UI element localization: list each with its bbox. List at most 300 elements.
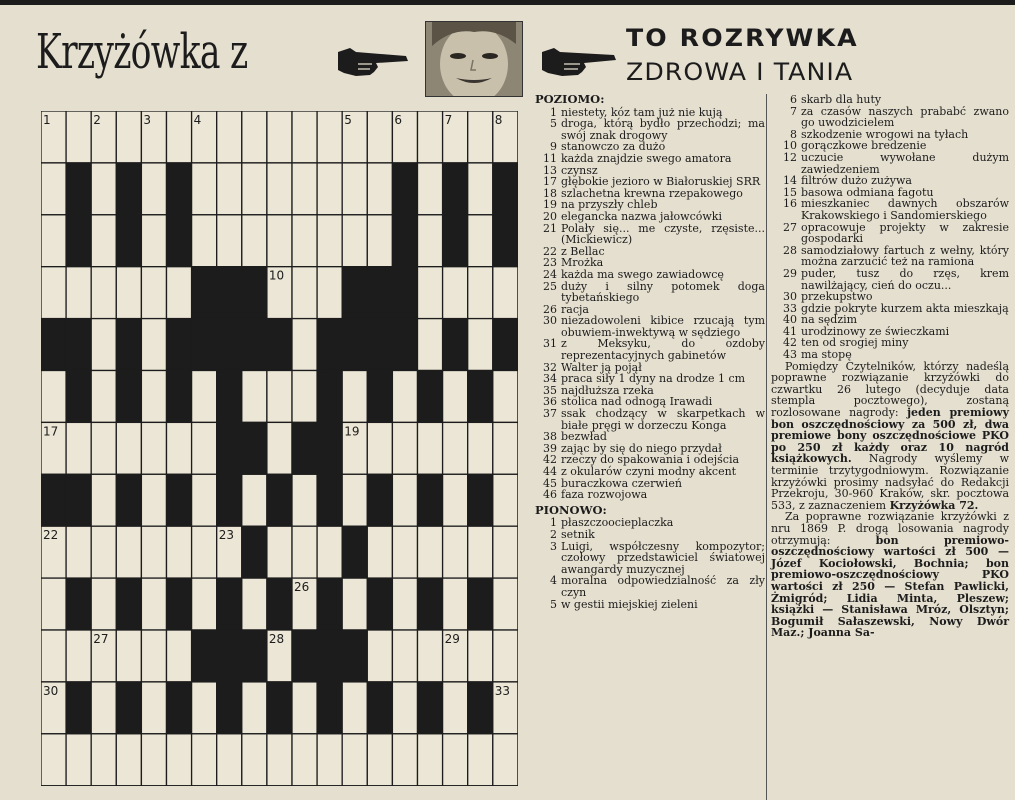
clue-text: opracowuje projekty w zakresie gospodarki [801, 220, 1009, 246]
cell-number: 7 [444, 113, 453, 127]
clue-text: buraczkowa czerwień [561, 476, 682, 490]
grid-cell[interactable] [141, 630, 166, 682]
clue-number: 5 [550, 597, 557, 611]
grid-cell[interactable] [443, 682, 468, 734]
grid-cell[interactable] [468, 163, 493, 215]
grid-cell[interactable] [217, 734, 242, 786]
clue-text: duży i silny potomek doga tybetańskiego [561, 279, 765, 305]
grid-block [116, 371, 141, 423]
clue-item [771, 106, 1009, 129]
clue-number: 22 [543, 244, 557, 258]
clue-number: 42 [543, 453, 557, 467]
grid-cell[interactable] [418, 267, 443, 319]
clue-number: 34 [543, 372, 557, 386]
grid-cell[interactable] [267, 215, 292, 267]
grid-block [116, 163, 141, 215]
clue-item [771, 291, 1009, 303]
clue-number: 25 [543, 279, 557, 293]
clue-number: 13 [543, 163, 557, 177]
cell-number: 23 [218, 528, 234, 543]
cell-number: 28 [268, 632, 285, 646]
grid-cell[interactable] [468, 422, 493, 474]
grid-block [317, 319, 342, 371]
grid-block [66, 682, 91, 734]
grid-cell[interactable] [192, 682, 217, 734]
grid-cell[interactable] [392, 630, 417, 682]
clue-number: 4 [550, 574, 557, 588]
clue-item [531, 281, 765, 304]
clue-item [771, 198, 1009, 221]
grid-block [242, 267, 267, 319]
grid-block [468, 682, 493, 734]
grid-cell[interactable] [116, 526, 141, 578]
grid-cell[interactable] [141, 267, 166, 319]
clue-text: niestety, kóz tam już nie kują [561, 105, 723, 119]
clue-number: 3 [550, 539, 557, 553]
grid-cell[interactable] [392, 371, 417, 423]
grid-cell[interactable] [91, 474, 116, 526]
clue-text: uczucie wywołane dużym zawiedzeniem [801, 150, 1009, 176]
grid-cell[interactable] [367, 163, 392, 215]
grid-cell[interactable] [141, 422, 166, 474]
grid-cell[interactable] [493, 526, 518, 578]
grid-cell[interactable] [418, 630, 443, 682]
grid-cell[interactable] [192, 474, 217, 526]
grid-cell[interactable] [91, 682, 116, 734]
grid-block [66, 163, 91, 215]
grid-block [217, 319, 242, 371]
grid-cell[interactable] [41, 371, 66, 423]
grid-cell[interactable] [66, 630, 91, 682]
grid-cell[interactable] [242, 474, 267, 526]
grid-cell[interactable] [292, 215, 317, 267]
clue-item [531, 489, 765, 501]
grid-cell[interactable] [292, 526, 317, 578]
grid-cell[interactable] [443, 422, 468, 474]
grid-block [292, 422, 317, 474]
grid-cell[interactable] [242, 163, 267, 215]
grid-cell[interactable] [141, 734, 166, 786]
grid-cell[interactable] [342, 578, 367, 630]
grid-cell[interactable] [141, 163, 166, 215]
grid-cell[interactable] [41, 578, 66, 630]
grid-cell[interactable] [217, 163, 242, 215]
grid-cell[interactable] [192, 734, 217, 786]
grid-block [167, 371, 192, 423]
grid-cell[interactable] [468, 215, 493, 267]
clue-item [771, 175, 1009, 187]
cell-number: 24 [344, 528, 360, 543]
grid-block [66, 474, 91, 526]
grid-cell[interactable] [267, 371, 292, 423]
grid-cell[interactable] [267, 111, 292, 163]
grid-block [66, 215, 91, 267]
grid-cell[interactable] [392, 474, 417, 526]
clue-number: 12 [783, 150, 797, 164]
grid-cell[interactable] [242, 111, 267, 163]
grid-cell[interactable] [167, 111, 192, 163]
clue-number: 16 [783, 197, 797, 211]
grid-cell[interactable] [91, 319, 116, 371]
grid-cell[interactable] [91, 526, 116, 578]
cell-number: 29 [444, 632, 460, 646]
grid-cell[interactable] [91, 422, 116, 474]
grid-cell[interactable] [292, 474, 317, 526]
grid-cell[interactable] [468, 111, 493, 163]
grid-cell[interactable] [91, 215, 116, 267]
clue-number: 11 [543, 151, 557, 165]
grid-cell[interactable] [392, 734, 417, 786]
grid-cell[interactable] [242, 215, 267, 267]
clue-number: 23 [543, 256, 557, 270]
grid-cell[interactable] [41, 734, 66, 786]
clue-item [531, 211, 765, 223]
grid-cell[interactable] [292, 371, 317, 423]
grid-cell[interactable] [292, 267, 317, 319]
grid-cell[interactable] [91, 163, 116, 215]
cell-number: 33 [494, 683, 511, 698]
clue-number: 46 [543, 488, 557, 502]
grid-cell[interactable] [116, 111, 141, 163]
portrait-photo [425, 21, 523, 97]
grid-cell[interactable] [41, 163, 66, 215]
clue-text: na przyszły chleb [561, 198, 658, 212]
clue-number: 27 [783, 220, 797, 234]
grid-cell[interactable] [242, 371, 267, 423]
clue-number: 1 [550, 516, 557, 530]
grid-cell[interactable] [217, 215, 242, 267]
grid-cell[interactable] [418, 526, 443, 578]
clue-item [531, 466, 765, 478]
grid-cell[interactable] [41, 630, 66, 682]
clue-number: 41 [783, 324, 797, 338]
grid-cell[interactable] [167, 526, 192, 578]
clue-number: 20 [543, 209, 557, 223]
headline-line-2: ZDROWA I TANIA [626, 58, 854, 86]
grid-cell[interactable] [116, 630, 141, 682]
grid-cell[interactable] [317, 526, 342, 578]
cell-number: 17 [43, 424, 59, 439]
page-title: Krzyżówka z [36, 24, 248, 80]
grid-cell[interactable] [443, 578, 468, 630]
grid-block [242, 319, 267, 371]
clue-number: 6 [790, 93, 797, 106]
clue-number: 32 [543, 360, 557, 374]
grid-cell[interactable] [141, 578, 166, 630]
grid-cell[interactable] [443, 267, 468, 319]
grid-cell[interactable] [443, 734, 468, 786]
clue-text: ten od srogiej miny [801, 336, 909, 350]
grid-cell[interactable] [267, 734, 292, 786]
clue-number: 37 [543, 407, 557, 421]
clue-item [531, 599, 765, 611]
clue-number: 43 [783, 348, 797, 362]
grid-cell[interactable] [317, 267, 342, 319]
grid-cell[interactable] [468, 319, 493, 371]
grid-block [267, 319, 292, 371]
clue-item [771, 222, 1009, 245]
grid-cell[interactable] [167, 422, 192, 474]
clue-item [531, 223, 765, 246]
clue-text: na sędzim [801, 313, 858, 327]
grid-cell[interactable] [141, 319, 166, 371]
grid-cell[interactable] [342, 371, 367, 423]
grid-block [418, 371, 443, 423]
grid-cell[interactable] [41, 267, 66, 319]
grid-cell[interactable] [342, 163, 367, 215]
grid-block [217, 578, 242, 630]
clue-text: z Bellac [561, 244, 605, 258]
grid-cell[interactable] [91, 371, 116, 423]
grid-cell[interactable] [342, 734, 367, 786]
grid-cell[interactable] [66, 526, 91, 578]
grid-block [167, 578, 192, 630]
clue-text: najdłuższa rzeka [561, 383, 654, 397]
grid-cell[interactable] [317, 163, 342, 215]
grid-block [167, 682, 192, 734]
grid-block [292, 630, 317, 682]
grid-cell[interactable] [468, 526, 493, 578]
grid-cell[interactable] [418, 319, 443, 371]
grid-cell[interactable] [192, 422, 217, 474]
clue-number: 18 [543, 186, 557, 200]
grid-cell[interactable] [392, 526, 417, 578]
grid-cell[interactable] [66, 734, 91, 786]
grid-cell[interactable] [217, 111, 242, 163]
clue-text: gdzie pokryte kurzem akta mieszkają [801, 301, 1009, 315]
grid-block [342, 630, 367, 682]
cell-number: 5 [344, 113, 352, 127]
grid-cell[interactable] [267, 163, 292, 215]
clues-column-1 [531, 94, 765, 610]
grid-cell[interactable] [141, 526, 166, 578]
crossword-grid [41, 111, 518, 786]
clue-number: 28 [783, 243, 797, 257]
cell-number: 27 [93, 632, 109, 646]
grid-cell[interactable] [493, 734, 518, 786]
grid-block [267, 474, 292, 526]
grid-cell[interactable] [167, 630, 192, 682]
clue-item [771, 94, 1009, 106]
clue-number: 29 [783, 266, 797, 280]
grid-cell[interactable] [468, 734, 493, 786]
grid-block [66, 371, 91, 423]
clue-text: moralna odpowiedzialność za zły czyn [561, 574, 765, 599]
column-divider [766, 94, 767, 800]
grid-block [392, 215, 417, 267]
grid-cell[interactable] [292, 111, 317, 163]
grid-cell[interactable] [367, 215, 392, 267]
clue-number: 42 [783, 336, 797, 350]
cell-number: 30 [43, 683, 59, 698]
cell-number: 10 [268, 268, 285, 283]
grid-cell[interactable] [41, 215, 66, 267]
clue-text: bezwład [561, 430, 607, 444]
grid-cell[interactable] [66, 111, 91, 163]
clue-text: z okularów czyni modny akcent [561, 465, 737, 478]
grid-cell[interactable] [292, 319, 317, 371]
grid-block [242, 630, 267, 682]
clue-number: 33 [783, 301, 797, 315]
grid-cell[interactable] [242, 578, 267, 630]
grid-cell[interactable] [116, 422, 141, 474]
grid-block [317, 682, 342, 734]
grid-cell[interactable] [192, 371, 217, 423]
grid-block [367, 578, 392, 630]
grid-cell[interactable] [267, 422, 292, 474]
grid-cell[interactable] [141, 474, 166, 526]
cell-number: 32 [369, 683, 385, 698]
grid-block [493, 215, 518, 267]
grid-cell[interactable] [493, 630, 518, 682]
grid-cell[interactable] [292, 682, 317, 734]
grid-cell[interactable] [493, 267, 518, 319]
grid-cell[interactable] [392, 422, 417, 474]
grid-cell[interactable] [317, 734, 342, 786]
grid-block [66, 578, 91, 630]
clue-text: puder, tusz do rzęs, krem nawilżający, cień do oczu... [801, 266, 1009, 292]
grid-cell[interactable] [192, 163, 217, 215]
clue-text: stolica nad odnogą Irawadi [561, 395, 713, 409]
grid-block [66, 319, 91, 371]
clue-text: szlachetna krewna rzepakowego [561, 186, 743, 200]
grid-cell[interactable] [468, 630, 493, 682]
grid-cell[interactable] [493, 422, 518, 474]
clue-number: 10 [783, 139, 797, 153]
clue-number: 17 [543, 175, 557, 189]
grid-cell[interactable] [91, 578, 116, 630]
grid-cell[interactable] [242, 682, 267, 734]
grid-cell[interactable] [292, 163, 317, 215]
grid-cell[interactable] [167, 267, 192, 319]
clue-text: faza rozwojowa [561, 488, 648, 502]
cell-number: 14 [369, 320, 385, 335]
clue-item [531, 269, 765, 281]
clue-text: gorączkowe bredzenie [801, 139, 927, 153]
grid-cell[interactable] [493, 371, 518, 423]
clue-number: 26 [543, 302, 557, 316]
grid-block [167, 215, 192, 267]
grid-cell[interactable] [91, 734, 116, 786]
clue-text: głębokie jezioro w Białoruskiej SRR [561, 175, 761, 189]
grid-cell[interactable] [392, 578, 417, 630]
grid-block [468, 578, 493, 630]
top-rule [0, 0, 1015, 5]
grid-block [167, 163, 192, 215]
clue-text: Polały się... me czyste, rzęsiste... (Mickiewicz) [561, 221, 765, 247]
grid-block [392, 319, 417, 371]
cell-number: 1 [43, 113, 51, 127]
grid-cell[interactable] [66, 267, 91, 319]
grid-block [443, 319, 468, 371]
grid-block [41, 474, 66, 526]
grid-cell[interactable] [192, 215, 217, 267]
clue-text: samodziałowy fartuch z wełny, który można zarzucić też na ramiona [801, 243, 1009, 269]
grid-cell[interactable] [267, 526, 292, 578]
grid-block [443, 163, 468, 215]
clue-item [531, 176, 765, 188]
grid-cell[interactable] [116, 267, 141, 319]
grid-cell[interactable] [192, 578, 217, 630]
cell-number: 3 [143, 113, 152, 127]
grid-cell[interactable] [192, 526, 217, 578]
grid-block [242, 422, 267, 474]
grid-cell[interactable] [418, 163, 443, 215]
grid-cell[interactable] [367, 111, 392, 163]
grid-cell[interactable] [141, 682, 166, 734]
clue-number: 14 [783, 174, 797, 188]
grid-cell[interactable] [443, 474, 468, 526]
pointing-hand-icon [336, 42, 412, 82]
across-clue-list [531, 107, 765, 501]
clue-text: racja [561, 302, 589, 316]
clue-text: w gestii miejskiej zieleni [561, 597, 698, 611]
grid-cell[interactable] [418, 215, 443, 267]
grid-cell[interactable] [317, 111, 342, 163]
grid-cell[interactable] [418, 422, 443, 474]
clue-item [771, 152, 1009, 175]
grid-cell[interactable] [342, 682, 367, 734]
grid-cell[interactable] [418, 734, 443, 786]
grid-cell[interactable] [443, 526, 468, 578]
grid-block [267, 578, 292, 630]
clues-column-2 [771, 94, 1009, 639]
clue-text: Luigi, współczesny kompozytor; czołowy przedstawiciel światowej awangardy muzycznej [561, 539, 765, 576]
grid-cell[interactable] [367, 734, 392, 786]
grid-cell[interactable] [367, 526, 392, 578]
grid-cell[interactable] [167, 734, 192, 786]
clue-text: każda ma swego zawiadowcę [561, 267, 724, 281]
clue-number: 2 [550, 527, 557, 541]
clue-number: 44 [543, 465, 557, 478]
clue-text: elegancka nazwa jałowcówki [561, 209, 722, 223]
grid-cell[interactable] [141, 371, 166, 423]
grid-block [242, 526, 267, 578]
clue-number: 7 [790, 104, 797, 118]
grid-cell[interactable] [342, 215, 367, 267]
clue-number: 15 [783, 185, 797, 199]
grid-cell[interactable] [317, 215, 342, 267]
clue-text: Walter ją pojął [561, 360, 642, 374]
clue-text: mieszkaniec dawnych obszarów Krakowskiego i Sandomierskiego [801, 197, 1009, 222]
grid-cell[interactable] [493, 578, 518, 630]
grid-cell[interactable] [91, 267, 116, 319]
grid-block [217, 630, 242, 682]
grid-cell[interactable] [493, 474, 518, 526]
cell-number: 16 [319, 372, 335, 387]
grid-cell[interactable] [116, 734, 141, 786]
grid-cell[interactable] [367, 422, 392, 474]
grid-cell[interactable] [468, 267, 493, 319]
clue-number: 24 [543, 267, 557, 281]
grid-cell[interactable] [141, 215, 166, 267]
grid-cell[interactable] [392, 682, 417, 734]
grid-cell[interactable] [418, 111, 443, 163]
grid-cell[interactable] [367, 630, 392, 682]
grid-cell[interactable] [242, 734, 267, 786]
grid-cell[interactable] [66, 422, 91, 474]
clue-item [531, 153, 765, 165]
grid-cell[interactable] [292, 734, 317, 786]
clue-item [771, 245, 1009, 268]
cell-number: 19 [344, 424, 360, 439]
cell-number: 18 [218, 424, 234, 439]
cell-number: 21 [319, 476, 335, 491]
grid-cell[interactable] [342, 474, 367, 526]
cell-number: 9 [193, 268, 202, 283]
grid-cell[interactable] [443, 371, 468, 423]
headline-line-1: TO ROZRYWKA [626, 24, 859, 52]
